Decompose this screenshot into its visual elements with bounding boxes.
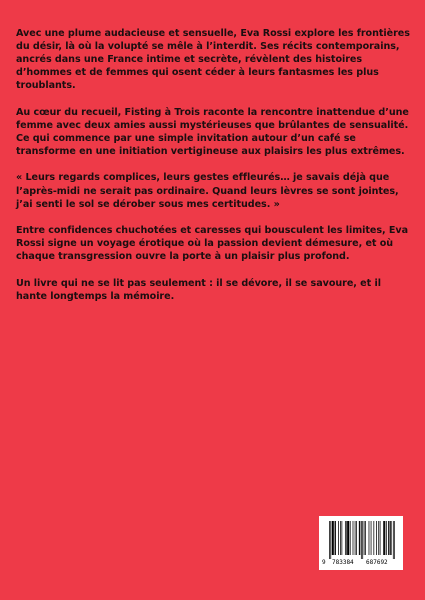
barcode-bar xyxy=(345,521,346,555)
barcode-bar xyxy=(384,521,385,555)
barcode-bar xyxy=(332,521,333,555)
barcode-bar xyxy=(365,521,366,555)
barcode-bar xyxy=(364,521,365,555)
barcode-bar xyxy=(335,521,336,555)
barcode-right-group: 687692 xyxy=(366,559,388,566)
blurb-paragraph-closing: Un livre qui ne se lit pas seulement : il se dévore, il se savoure, et il hante longtemps la mémoire. xyxy=(16,277,381,302)
barcode-bars xyxy=(329,521,395,559)
barcode-bar xyxy=(378,521,379,555)
barcode-bar xyxy=(338,521,339,555)
barcode-digits xyxy=(319,559,403,568)
barcode-bar xyxy=(350,521,351,555)
barcode-bar xyxy=(333,521,334,555)
barcode-left-group: 783384 xyxy=(332,559,354,566)
barcode-bar xyxy=(348,521,349,555)
barcode-bar xyxy=(342,521,343,555)
barcode-bar xyxy=(388,521,389,555)
barcode-bar xyxy=(335,521,336,555)
barcode-bar xyxy=(340,521,341,555)
barcode-bar xyxy=(359,521,360,555)
barcode-bar xyxy=(390,521,391,555)
barcode-bar xyxy=(360,521,361,555)
barcode-bar xyxy=(355,521,356,555)
barcode-bar xyxy=(386,521,387,555)
barcode-bar xyxy=(356,521,357,555)
barcode-bar xyxy=(361,521,362,559)
barcode-bar xyxy=(330,521,331,559)
barcode-bar xyxy=(380,521,381,555)
barcode-first-digit: 9 xyxy=(322,559,326,566)
barcode-bar xyxy=(385,521,386,555)
barcode-bar xyxy=(348,521,349,555)
blurb-paragraph-excerpt-quote: « Leurs regards complices, leurs gestes effleurés… je savais déjà que l’après-midi ne serait pas ordinaire. Quand leurs lèvres se sont jointes, j’ai senti le sol se dérober sous mes certitudes. » xyxy=(16,172,399,210)
barcode-bar xyxy=(376,521,377,555)
blurb-paragraph-description: Entre confidences chuchotées et caresses qui bousculent les limites, Eva Rossi signe un voyage érotique où la passion devient démesure, et où chaque transgression ouvre la porte à un plaisir plus profond. xyxy=(16,225,409,263)
isbn-barcode xyxy=(319,516,403,570)
barcode-bar xyxy=(394,521,395,559)
barcode-bar xyxy=(329,521,330,559)
barcode-bar xyxy=(373,521,374,555)
barcode-bar xyxy=(362,521,363,559)
barcode-bar xyxy=(389,521,390,555)
barcode-bar xyxy=(371,521,372,555)
barcode-bar xyxy=(369,521,370,555)
barcode-bar xyxy=(346,521,347,555)
blurb-paragraph-author-intro: Avec une plume audacieuse et sensuelle, Eva Rossi explore les frontières du désir, là où la volupté se mêle à l’interdit. Ses récits contemporains, ancrés dans une France intime et secrète, révèlent des histoires d’hommes et de femmes qui osent céder à leurs fantasmes les plus troublants. xyxy=(16,28,410,92)
barcode-bar xyxy=(393,521,394,559)
barcode-bar xyxy=(353,521,354,555)
barcode-bar xyxy=(347,521,348,555)
blurb-paragraph-story-summary: Au cœur du recueil, Fisting à Trois raconte la rencontre inattendue d’une femme avec deux amies aussi mystérieuses que brûlantes de sensualité. Ce qui commence par une simple invitation autour d’un café se transforme en une initiation vertigineuse aux plaisirs les plus extrêmes. xyxy=(16,106,409,158)
barcode-bar xyxy=(383,521,384,555)
barcode-bar xyxy=(391,521,392,555)
barcode-graphic xyxy=(329,521,395,559)
blurb-text xyxy=(16,27,410,316)
barcode-bar xyxy=(332,521,333,555)
